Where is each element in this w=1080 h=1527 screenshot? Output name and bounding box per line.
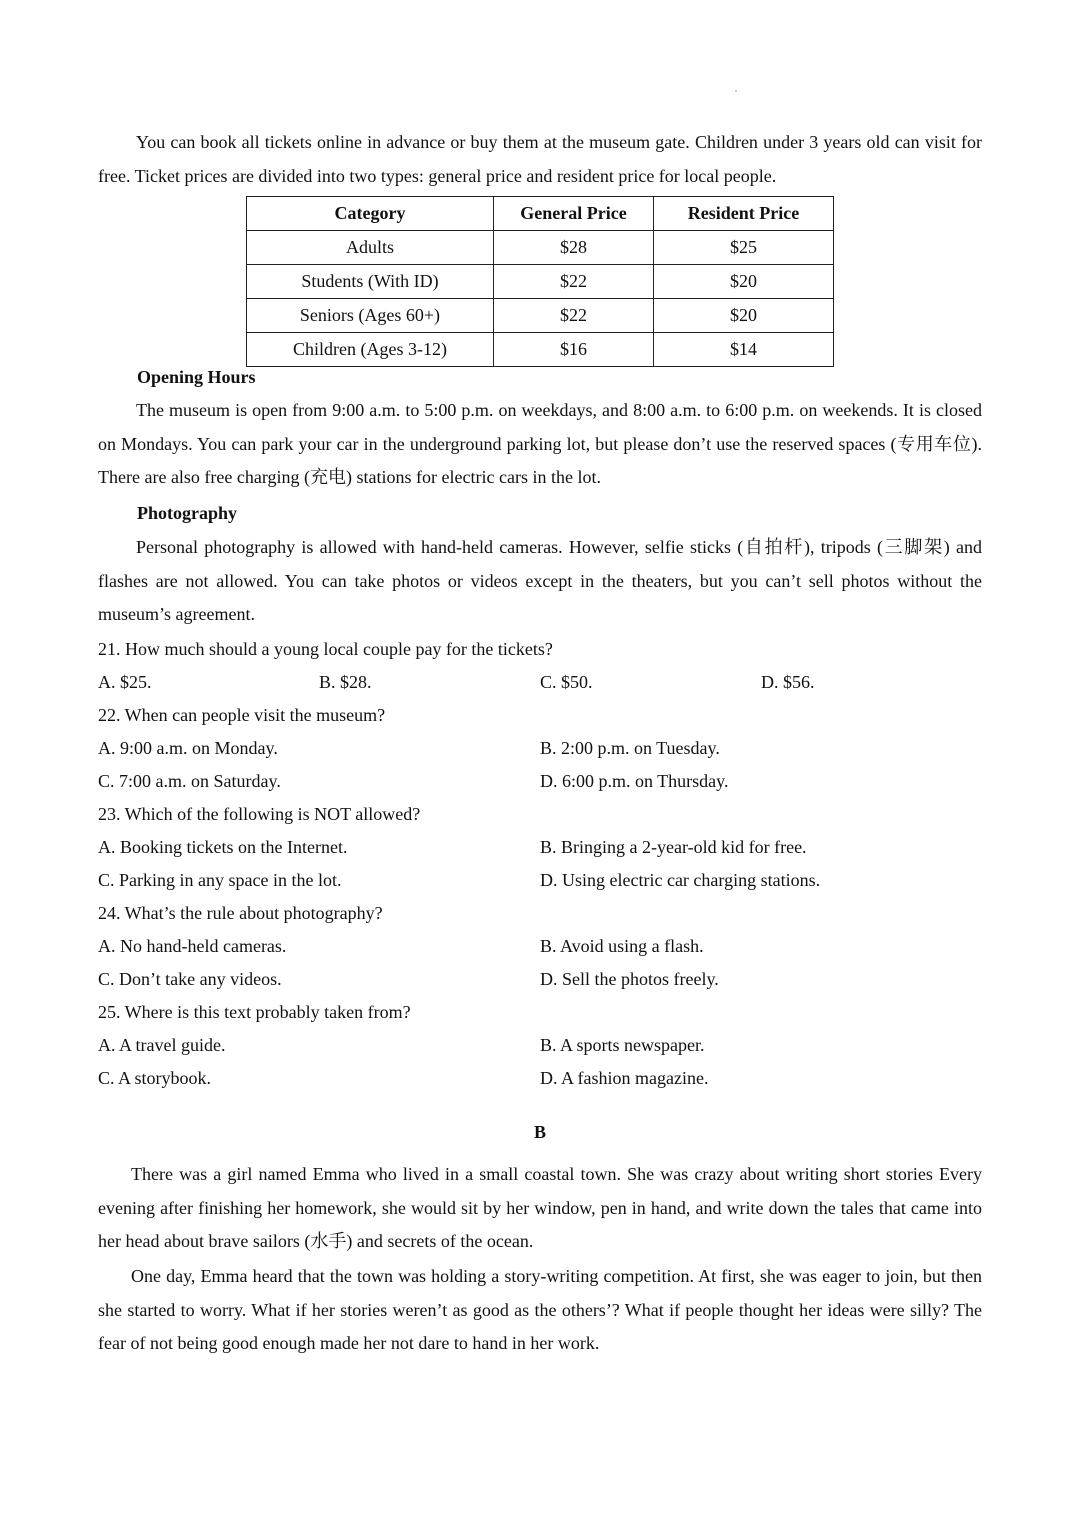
opening-hours-heading: Opening Hours — [137, 367, 256, 387]
photography-paragraph: Personal photography is allowed with hand-held cameras. However, selfie sticks (自拍杆), tripods (三脚架) and flashes are not allowed. You can take photos or videos except in the theaters, but you can’t sell photos without the museum’s agreement. — [98, 537, 982, 624]
table-cell: $28 — [494, 231, 654, 265]
header-category: Category — [247, 197, 494, 231]
question-25-stem: 25. Where is this text probably taken from? — [98, 1002, 411, 1022]
q24-option-c: C. Don’t take any videos. — [98, 969, 282, 989]
section-b-paragraph-1: There was a girl named Emma who lived in a small coastal town. She was crazy about writing short stories Every evening after finishing her homework, she would sit by her window, pen in hand, and write down the tales that came into her head about brave sailors (水手) and secrets of the ocean. — [98, 1164, 982, 1251]
q22-option-c: C. 7:00 a.m. on Saturday. — [98, 771, 281, 791]
q23-option-c: C. Parking in any space in the lot. — [98, 870, 342, 890]
q23-option-a: A. Booking tickets on the Internet. — [98, 837, 348, 857]
table-cell: $20 — [654, 299, 834, 333]
table-row — [247, 299, 834, 333]
q24-option-a: A. No hand-held cameras. — [98, 936, 287, 956]
q22-option-d: D. 6:00 p.m. on Thursday. — [540, 771, 729, 791]
q21-option-a: A. $25. — [98, 672, 152, 692]
ticket-price-table — [246, 196, 834, 367]
q25-option-a: A. A travel guide. — [98, 1035, 226, 1055]
table-header-row — [247, 197, 834, 231]
table-cell: $20 — [654, 265, 834, 299]
question-21-stem: 21. How much should a young local couple pay for the tickets? — [98, 639, 553, 659]
table-cell: $16 — [494, 333, 654, 367]
q21-option-c: C. $50. — [540, 672, 593, 692]
question-24-stem: 24. What’s the rule about photography? — [98, 903, 383, 923]
table-cell: $14 — [654, 333, 834, 367]
q25-option-d: D. A fashion magazine. — [540, 1068, 709, 1088]
q25-option-b: B. A sports newspaper. — [540, 1035, 705, 1055]
table-row — [247, 231, 834, 265]
photography-heading: Photography — [137, 503, 238, 523]
table-cell: $22 — [494, 265, 654, 299]
q23-option-d: D. Using electric car charging stations. — [540, 870, 821, 890]
scan-speck — [735, 90, 737, 92]
table-cell: Students (With ID) — [247, 265, 494, 299]
table-cell: Seniors (Ages 60+) — [247, 299, 494, 333]
table-cell: Adults — [247, 231, 494, 265]
table-row — [247, 333, 834, 367]
intro-paragraph: You can book all tickets online in advance or buy them at the museum gate. Children under 3 years old can visit for free. Ticket prices are divided into two types: general price and resident price for local people. — [98, 132, 982, 186]
q21-option-b: B. $28. — [319, 672, 372, 692]
table-cell: $25 — [654, 231, 834, 265]
section-b-title: B — [533, 1122, 546, 1142]
q24-option-b: B. Avoid using a flash. — [540, 936, 704, 956]
table-cell: Children (Ages 3-12) — [247, 333, 494, 367]
opening-hours-paragraph: The museum is open from 9:00 a.m. to 5:00 p.m. on weekdays, and 8:00 a.m. to 6:00 p.m. on weekends. It is closed on Mondays. You can park your car in the underground parking lot, but please don’t use the reserved spaces (专用车位). There are also free charging (充电) stations for electric cars in the lot. — [98, 400, 982, 487]
question-23-stem: 23. Which of the following is NOT allowed? — [98, 804, 421, 824]
header-resident-price: Resident Price — [654, 197, 834, 231]
q25-option-c: C. A storybook. — [98, 1068, 212, 1088]
table-row — [247, 265, 834, 299]
question-22-stem: 22. When can people visit the museum? — [98, 705, 386, 725]
header-general-price: General Price — [494, 197, 654, 231]
q24-option-d: D. Sell the photos freely. — [540, 969, 719, 989]
table-cell: $22 — [494, 299, 654, 333]
section-b-paragraph-2: One day, Emma heard that the town was holding a story-writing competition. At first, she was eager to join, but then she started to worry. What if her stories weren’t as good as the others’? What if people thought her ideas were silly? The fear of not being good enough made her not dare to hand in her work. — [98, 1266, 982, 1353]
q21-option-d: D. $56. — [761, 672, 815, 692]
q22-option-a: A. 9:00 a.m. on Monday. — [98, 738, 278, 758]
q22-option-b: B. 2:00 p.m. on Tuesday. — [540, 738, 720, 758]
q23-option-b: B. Bringing a 2-year-old kid for free. — [540, 837, 807, 857]
